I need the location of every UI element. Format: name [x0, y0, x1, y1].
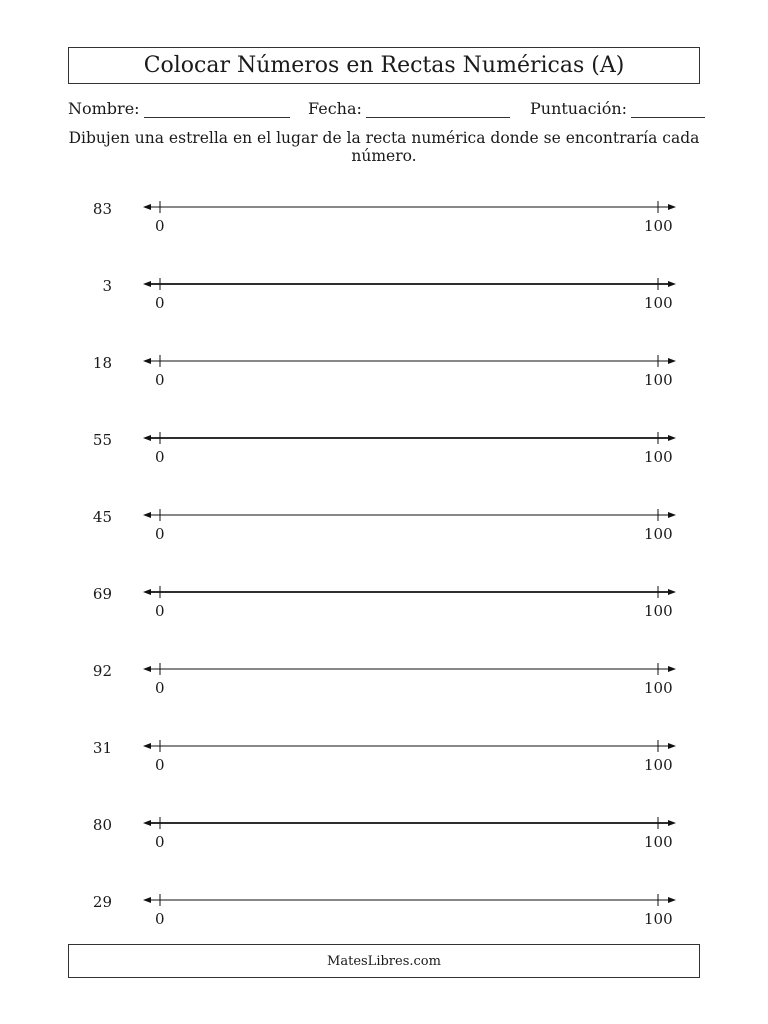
- number-line-row: [0, 431, 768, 471]
- left-arrow-icon: [143, 666, 151, 672]
- target-number: 83: [92, 200, 112, 218]
- end-tick-label: 100: [644, 525, 673, 543]
- number-line-svg[interactable]: [140, 585, 680, 603]
- end-tick-label: 100: [644, 602, 673, 620]
- start-tick-label: 0: [155, 756, 165, 774]
- date-blank[interactable]: [366, 95, 510, 118]
- left-arrow-icon: [143, 820, 151, 826]
- name-label: Nombre:: [68, 99, 140, 118]
- number-line-svg[interactable]: [140, 431, 680, 449]
- start-tick-label: 0: [155, 833, 165, 851]
- score-blank[interactable]: [631, 95, 705, 118]
- target-number: 92: [92, 662, 112, 680]
- number-line-row: [0, 893, 768, 933]
- footer-box: [68, 944, 700, 978]
- target-number: 55: [92, 431, 112, 449]
- right-arrow-icon: [668, 589, 676, 595]
- end-tick-label: 100: [644, 294, 673, 312]
- number-line-svg[interactable]: [140, 277, 680, 295]
- left-arrow-icon: [143, 435, 151, 441]
- instructions-text: Dibujen una estrella en el lugar de la recta numérica donde se encontraría cada número.: [68, 129, 700, 165]
- target-number: 80: [92, 816, 112, 834]
- start-tick-label: 0: [155, 910, 165, 928]
- right-arrow-icon: [668, 435, 676, 441]
- start-tick-label: 0: [155, 448, 165, 466]
- start-tick-label: 0: [155, 294, 165, 312]
- right-arrow-icon: [668, 743, 676, 749]
- left-arrow-icon: [143, 204, 151, 210]
- footer-text: MatesLibres.com: [327, 953, 441, 969]
- number-line-svg[interactable]: [140, 739, 680, 757]
- number-line-svg[interactable]: [140, 816, 680, 834]
- right-arrow-icon: [668, 204, 676, 210]
- right-arrow-icon: [668, 512, 676, 518]
- start-tick-label: 0: [155, 602, 165, 620]
- number-line-svg[interactable]: [140, 508, 680, 526]
- end-tick-label: 100: [644, 833, 673, 851]
- left-arrow-icon: [143, 512, 151, 518]
- right-arrow-icon: [668, 666, 676, 672]
- start-tick-label: 0: [155, 217, 165, 235]
- target-number: 29: [92, 893, 112, 911]
- right-arrow-icon: [668, 897, 676, 903]
- end-tick-label: 100: [644, 679, 673, 697]
- worksheet-title: Colocar Números en Rectas Numéricas (A): [143, 53, 625, 78]
- student-fields-row: [68, 95, 702, 121]
- start-tick-label: 0: [155, 371, 165, 389]
- number-line-svg[interactable]: [140, 354, 680, 372]
- target-number: 3: [102, 277, 112, 295]
- number-line-row: [0, 200, 768, 240]
- number-line-row: [0, 354, 768, 394]
- target-number: 45: [92, 508, 112, 526]
- number-line-svg[interactable]: [140, 662, 680, 680]
- right-arrow-icon: [668, 820, 676, 826]
- score-field[interactable]: [530, 95, 705, 118]
- target-number: 31: [92, 739, 112, 757]
- score-label: Puntuación:: [530, 99, 628, 118]
- number-line-svg[interactable]: [140, 893, 680, 911]
- left-arrow-icon: [143, 281, 151, 287]
- end-tick-label: 100: [644, 448, 673, 466]
- end-tick-label: 100: [644, 910, 673, 928]
- right-arrow-icon: [668, 281, 676, 287]
- number-line-row: [0, 662, 768, 702]
- left-arrow-icon: [143, 589, 151, 595]
- number-line-row: [0, 816, 768, 856]
- number-line-row: [0, 508, 768, 548]
- left-arrow-icon: [143, 897, 151, 903]
- right-arrow-icon: [668, 358, 676, 364]
- start-tick-label: 0: [155, 679, 165, 697]
- target-number: 69: [92, 585, 112, 603]
- number-line-row: [0, 585, 768, 625]
- left-arrow-icon: [143, 743, 151, 749]
- date-label: Fecha:: [308, 99, 362, 118]
- start-tick-label: 0: [155, 525, 165, 543]
- left-arrow-icon: [143, 358, 151, 364]
- end-tick-label: 100: [644, 217, 673, 235]
- number-line-row: [0, 739, 768, 779]
- worksheet-title-box: [68, 47, 700, 84]
- target-number: 18: [92, 354, 112, 372]
- date-field[interactable]: [308, 95, 510, 118]
- number-line-row: [0, 277, 768, 317]
- end-tick-label: 100: [644, 756, 673, 774]
- name-blank[interactable]: [144, 95, 290, 118]
- end-tick-label: 100: [644, 371, 673, 389]
- name-field[interactable]: [68, 95, 290, 118]
- number-line-svg[interactable]: [140, 200, 680, 218]
